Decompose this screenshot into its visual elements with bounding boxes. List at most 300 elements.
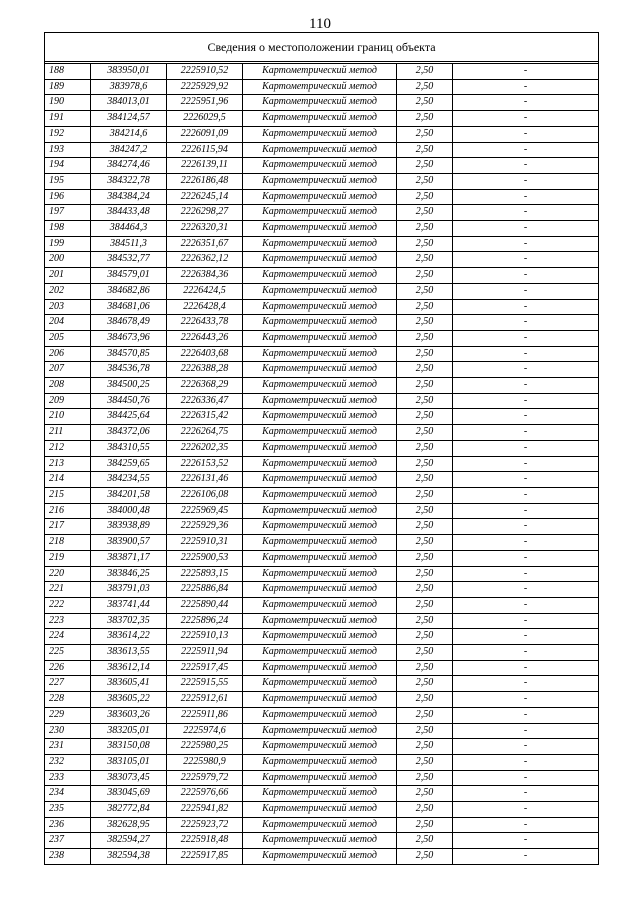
point-number-cell: 211 [45, 425, 91, 441]
description-cell: - [453, 393, 599, 409]
table-row [45, 283, 599, 299]
x-coordinate-cell: 384673,96 [91, 330, 167, 346]
table-row [45, 79, 599, 95]
point-number-cell: 203 [45, 299, 91, 315]
x-coordinate-cell: 384464,3 [91, 221, 167, 237]
method-cell: Картометрический метод [243, 142, 397, 158]
description-cell: - [453, 142, 599, 158]
method-cell: Картометрический метод [243, 645, 397, 661]
accuracy-cell: 2,50 [397, 692, 453, 708]
method-cell: Картометрический метод [243, 849, 397, 865]
table-row [45, 440, 599, 456]
table-row [45, 566, 599, 582]
y-coordinate-cell: 2226368,29 [167, 378, 243, 394]
accuracy-cell: 2,50 [397, 393, 453, 409]
y-coordinate-cell: 2226388,28 [167, 362, 243, 378]
x-coordinate-cell: 384681,06 [91, 299, 167, 315]
x-coordinate-cell: 383045,69 [91, 786, 167, 802]
x-coordinate-cell: 384247,2 [91, 142, 167, 158]
point-number-cell: 190 [45, 95, 91, 111]
description-cell: - [453, 817, 599, 833]
description-cell: - [453, 629, 599, 645]
description-cell: - [453, 707, 599, 723]
y-coordinate-cell: 2226443,26 [167, 330, 243, 346]
point-number-cell: 235 [45, 802, 91, 818]
description-cell: - [453, 472, 599, 488]
method-cell: Картометрический метод [243, 189, 397, 205]
method-cell: Картометрический метод [243, 629, 397, 645]
y-coordinate-cell: 2225915,55 [167, 676, 243, 692]
point-number-cell: 228 [45, 692, 91, 708]
method-cell: Картометрический метод [243, 613, 397, 629]
y-coordinate-cell: 2225893,15 [167, 566, 243, 582]
y-coordinate-cell: 2225910,13 [167, 629, 243, 645]
x-coordinate-cell: 383150,08 [91, 739, 167, 755]
y-coordinate-cell: 2226351,67 [167, 236, 243, 252]
x-coordinate-cell: 384678,49 [91, 315, 167, 331]
y-coordinate-cell: 2225969,45 [167, 503, 243, 519]
method-cell: Картометрический метод [243, 158, 397, 174]
point-number-cell: 236 [45, 817, 91, 833]
accuracy-cell: 2,50 [397, 346, 453, 362]
point-number-cell: 234 [45, 786, 91, 802]
accuracy-cell: 2,50 [397, 221, 453, 237]
boundary-points-table [44, 32, 599, 865]
description-cell: - [453, 440, 599, 456]
y-coordinate-cell: 2225910,31 [167, 535, 243, 551]
y-coordinate-cell: 2226433,78 [167, 315, 243, 331]
method-cell: Картометрический метод [243, 315, 397, 331]
accuracy-cell: 2,50 [397, 582, 453, 598]
point-number-cell: 198 [45, 221, 91, 237]
table-row [45, 64, 599, 80]
point-number-cell: 208 [45, 378, 91, 394]
y-coordinate-cell: 2226315,42 [167, 409, 243, 425]
table-row [45, 535, 599, 551]
x-coordinate-cell: 383900,57 [91, 535, 167, 551]
method-cell: Картометрический метод [243, 378, 397, 394]
x-coordinate-cell: 384532,77 [91, 252, 167, 268]
y-coordinate-cell: 2226298,27 [167, 205, 243, 221]
table-row [45, 660, 599, 676]
description-cell: - [453, 535, 599, 551]
point-number-cell: 188 [45, 64, 91, 80]
point-number-cell: 220 [45, 566, 91, 582]
method-cell: Картометрический метод [243, 676, 397, 692]
description-cell: - [453, 315, 599, 331]
method-cell: Картометрический метод [243, 409, 397, 425]
accuracy-cell: 2,50 [397, 739, 453, 755]
table-row [45, 346, 599, 362]
table-row [45, 692, 599, 708]
accuracy-cell: 2,50 [397, 126, 453, 142]
y-coordinate-cell: 2225929,36 [167, 519, 243, 535]
table-row [45, 519, 599, 535]
table-row [45, 189, 599, 205]
y-coordinate-cell: 2226186,48 [167, 173, 243, 189]
point-number-cell: 230 [45, 723, 91, 739]
accuracy-cell: 2,50 [397, 676, 453, 692]
table-row [45, 849, 599, 865]
table-row [45, 723, 599, 739]
x-coordinate-cell: 384000,48 [91, 503, 167, 519]
description-cell: - [453, 362, 599, 378]
description-cell: - [453, 205, 599, 221]
description-cell: - [453, 221, 599, 237]
description-cell: - [453, 79, 599, 95]
table-row [45, 707, 599, 723]
method-cell: Картометрический метод [243, 582, 397, 598]
y-coordinate-cell: 2226428,4 [167, 299, 243, 315]
accuracy-cell: 2,50 [397, 786, 453, 802]
accuracy-cell: 2,50 [397, 236, 453, 252]
description-cell: - [453, 676, 599, 692]
y-coordinate-cell: 2225886,84 [167, 582, 243, 598]
description-cell: - [453, 189, 599, 205]
x-coordinate-cell: 383614,22 [91, 629, 167, 645]
x-coordinate-cell: 384433,48 [91, 205, 167, 221]
table-row [45, 425, 599, 441]
method-cell: Картометрический метод [243, 173, 397, 189]
table-row [45, 252, 599, 268]
accuracy-cell: 2,50 [397, 519, 453, 535]
point-number-cell: 193 [45, 142, 91, 158]
description-cell: - [453, 330, 599, 346]
point-number-cell: 200 [45, 252, 91, 268]
table-row [45, 817, 599, 833]
table-title: Сведения о местоположении границ объекта [45, 33, 599, 62]
x-coordinate-cell: 383205,01 [91, 723, 167, 739]
description-cell: - [453, 487, 599, 503]
accuracy-cell: 2,50 [397, 707, 453, 723]
x-coordinate-cell: 383605,22 [91, 692, 167, 708]
description-cell: - [453, 723, 599, 739]
accuracy-cell: 2,50 [397, 613, 453, 629]
y-coordinate-cell: 2225912,61 [167, 692, 243, 708]
table-row [45, 754, 599, 770]
accuracy-cell: 2,50 [397, 95, 453, 111]
y-coordinate-cell: 2225911,86 [167, 707, 243, 723]
method-cell: Картометрический метод [243, 64, 397, 80]
x-coordinate-cell: 384124,57 [91, 111, 167, 127]
point-number-cell: 210 [45, 409, 91, 425]
x-coordinate-cell: 384570,85 [91, 346, 167, 362]
table-row [45, 158, 599, 174]
y-coordinate-cell: 2226139,11 [167, 158, 243, 174]
y-coordinate-cell: 2226424,5 [167, 283, 243, 299]
table-row [45, 582, 599, 598]
table-row [45, 629, 599, 645]
y-coordinate-cell: 2226403,68 [167, 346, 243, 362]
method-cell: Картометрический метод [243, 770, 397, 786]
table-row [45, 770, 599, 786]
table-row [45, 362, 599, 378]
y-coordinate-cell: 2225890,44 [167, 597, 243, 613]
description-cell: - [453, 754, 599, 770]
method-cell: Картометрический метод [243, 95, 397, 111]
y-coordinate-cell: 2225979,72 [167, 770, 243, 786]
point-number-cell: 212 [45, 440, 91, 456]
method-cell: Картометрический метод [243, 723, 397, 739]
point-number-cell: 201 [45, 268, 91, 284]
y-coordinate-cell: 2225980,9 [167, 754, 243, 770]
accuracy-cell: 2,50 [397, 425, 453, 441]
x-coordinate-cell: 384682,86 [91, 283, 167, 299]
x-coordinate-cell: 384013,01 [91, 95, 167, 111]
table-row [45, 487, 599, 503]
point-number-cell: 192 [45, 126, 91, 142]
accuracy-cell: 2,50 [397, 299, 453, 315]
table-row [45, 786, 599, 802]
y-coordinate-cell: 2225941,82 [167, 802, 243, 818]
x-coordinate-cell: 383613,55 [91, 645, 167, 661]
point-number-cell: 232 [45, 754, 91, 770]
accuracy-cell: 2,50 [397, 205, 453, 221]
accuracy-cell: 2,50 [397, 189, 453, 205]
y-coordinate-cell: 2226106,08 [167, 487, 243, 503]
x-coordinate-cell: 384201,58 [91, 487, 167, 503]
method-cell: Картометрический метод [243, 707, 397, 723]
table-row [45, 126, 599, 142]
description-cell: - [453, 158, 599, 174]
accuracy-cell: 2,50 [397, 173, 453, 189]
table-row [45, 378, 599, 394]
y-coordinate-cell: 2225910,52 [167, 64, 243, 80]
accuracy-cell: 2,50 [397, 833, 453, 849]
description-cell: - [453, 550, 599, 566]
y-coordinate-cell: 2225951,96 [167, 95, 243, 111]
table-row [45, 173, 599, 189]
x-coordinate-cell: 383871,17 [91, 550, 167, 566]
point-number-cell: 197 [45, 205, 91, 221]
table-row [45, 299, 599, 315]
method-cell: Картометрический метод [243, 503, 397, 519]
x-coordinate-cell: 384310,55 [91, 440, 167, 456]
x-coordinate-cell: 383791,03 [91, 582, 167, 598]
y-coordinate-cell: 2226336,47 [167, 393, 243, 409]
point-number-cell: 213 [45, 456, 91, 472]
x-coordinate-cell: 384322,78 [91, 173, 167, 189]
method-cell: Картометрический метод [243, 236, 397, 252]
accuracy-cell: 2,50 [397, 645, 453, 661]
method-cell: Картометрический метод [243, 252, 397, 268]
accuracy-cell: 2,50 [397, 472, 453, 488]
x-coordinate-cell: 384384,24 [91, 189, 167, 205]
y-coordinate-cell: 2226115,94 [167, 142, 243, 158]
table-row [45, 111, 599, 127]
table-row [45, 142, 599, 158]
method-cell: Картометрический метод [243, 440, 397, 456]
x-coordinate-cell: 382772,84 [91, 802, 167, 818]
point-number-cell: 214 [45, 472, 91, 488]
point-number-cell: 215 [45, 487, 91, 503]
page-number: 110 [309, 16, 331, 32]
y-coordinate-cell: 2226264,75 [167, 425, 243, 441]
table-row [45, 315, 599, 331]
point-number-cell: 199 [45, 236, 91, 252]
point-number-cell: 204 [45, 315, 91, 331]
accuracy-cell: 2,50 [397, 550, 453, 566]
table-row [45, 802, 599, 818]
y-coordinate-cell: 2226384,36 [167, 268, 243, 284]
method-cell: Картометрический метод [243, 754, 397, 770]
x-coordinate-cell: 384259,65 [91, 456, 167, 472]
x-coordinate-cell: 383702,35 [91, 613, 167, 629]
y-coordinate-cell: 2225918,48 [167, 833, 243, 849]
x-coordinate-cell: 382628,95 [91, 817, 167, 833]
description-cell: - [453, 519, 599, 535]
y-coordinate-cell: 2225923,72 [167, 817, 243, 833]
x-coordinate-cell: 384579,01 [91, 268, 167, 284]
x-coordinate-cell: 383612,14 [91, 660, 167, 676]
x-coordinate-cell: 384425,64 [91, 409, 167, 425]
description-cell: - [453, 802, 599, 818]
method-cell: Картометрический метод [243, 660, 397, 676]
table-row [45, 645, 599, 661]
description-cell: - [453, 566, 599, 582]
table-row [45, 330, 599, 346]
y-coordinate-cell: 2226153,52 [167, 456, 243, 472]
accuracy-cell: 2,50 [397, 770, 453, 786]
method-cell: Картометрический метод [243, 566, 397, 582]
y-coordinate-cell: 2226362,12 [167, 252, 243, 268]
accuracy-cell: 2,50 [397, 79, 453, 95]
point-number-cell: 205 [45, 330, 91, 346]
description-cell: - [453, 299, 599, 315]
accuracy-cell: 2,50 [397, 535, 453, 551]
method-cell: Картометрический метод [243, 550, 397, 566]
point-number-cell: 216 [45, 503, 91, 519]
x-coordinate-cell: 383605,41 [91, 676, 167, 692]
x-coordinate-cell: 384372,06 [91, 425, 167, 441]
accuracy-cell: 2,50 [397, 723, 453, 739]
x-coordinate-cell: 383603,26 [91, 707, 167, 723]
description-cell: - [453, 645, 599, 661]
x-coordinate-cell: 383978,6 [91, 79, 167, 95]
description-cell: - [453, 456, 599, 472]
description-cell: - [453, 409, 599, 425]
accuracy-cell: 2,50 [397, 315, 453, 331]
point-number-cell: 209 [45, 393, 91, 409]
table-row [45, 236, 599, 252]
x-coordinate-cell: 382594,38 [91, 849, 167, 865]
method-cell: Картометрический метод [243, 299, 397, 315]
method-cell: Картометрический метод [243, 519, 397, 535]
description-cell: - [453, 425, 599, 441]
method-cell: Картометрический метод [243, 330, 397, 346]
method-cell: Картометрический метод [243, 739, 397, 755]
accuracy-cell: 2,50 [397, 362, 453, 378]
x-coordinate-cell: 383073,45 [91, 770, 167, 786]
point-number-cell: 195 [45, 173, 91, 189]
description-cell: - [453, 613, 599, 629]
method-cell: Картометрический метод [243, 393, 397, 409]
method-cell: Картометрический метод [243, 126, 397, 142]
accuracy-cell: 2,50 [397, 849, 453, 865]
x-coordinate-cell: 383846,25 [91, 566, 167, 582]
method-cell: Картометрический метод [243, 283, 397, 299]
description-cell: - [453, 739, 599, 755]
description-cell: - [453, 346, 599, 362]
y-coordinate-cell: 2226131,46 [167, 472, 243, 488]
point-number-cell: 191 [45, 111, 91, 127]
x-coordinate-cell: 383741,44 [91, 597, 167, 613]
method-cell: Картометрический метод [243, 79, 397, 95]
method-cell: Картометрический метод [243, 535, 397, 551]
y-coordinate-cell: 2226202,35 [167, 440, 243, 456]
table-row [45, 393, 599, 409]
method-cell: Картометрический метод [243, 802, 397, 818]
description-cell: - [453, 503, 599, 519]
y-coordinate-cell: 2225976,66 [167, 786, 243, 802]
point-number-cell: 207 [45, 362, 91, 378]
point-number-cell: 196 [45, 189, 91, 205]
point-number-cell: 206 [45, 346, 91, 362]
table-row [45, 503, 599, 519]
point-number-cell: 229 [45, 707, 91, 723]
method-cell: Картометрический метод [243, 346, 397, 362]
x-coordinate-cell: 384214,6 [91, 126, 167, 142]
description-cell: - [453, 660, 599, 676]
table-row [45, 95, 599, 111]
accuracy-cell: 2,50 [397, 629, 453, 645]
x-coordinate-cell: 384511,3 [91, 236, 167, 252]
point-number-cell: 225 [45, 645, 91, 661]
point-number-cell: 237 [45, 833, 91, 849]
description-cell: - [453, 283, 599, 299]
accuracy-cell: 2,50 [397, 64, 453, 80]
method-cell: Картометрический метод [243, 221, 397, 237]
table-title-row [45, 33, 599, 62]
point-number-cell: 233 [45, 770, 91, 786]
accuracy-cell: 2,50 [397, 283, 453, 299]
y-coordinate-cell: 2226091,09 [167, 126, 243, 142]
x-coordinate-cell: 384536,78 [91, 362, 167, 378]
table-row [45, 833, 599, 849]
method-cell: Картометрический метод [243, 425, 397, 441]
description-cell: - [453, 111, 599, 127]
accuracy-cell: 2,50 [397, 660, 453, 676]
accuracy-cell: 2,50 [397, 754, 453, 770]
point-number-cell: 217 [45, 519, 91, 535]
x-coordinate-cell: 384234,55 [91, 472, 167, 488]
y-coordinate-cell: 2225896,24 [167, 613, 243, 629]
table-row [45, 205, 599, 221]
table-row [45, 739, 599, 755]
accuracy-cell: 2,50 [397, 252, 453, 268]
description-cell: - [453, 597, 599, 613]
point-number-cell: 226 [45, 660, 91, 676]
accuracy-cell: 2,50 [397, 503, 453, 519]
point-number-cell: 194 [45, 158, 91, 174]
accuracy-cell: 2,50 [397, 487, 453, 503]
accuracy-cell: 2,50 [397, 158, 453, 174]
x-coordinate-cell: 384500,25 [91, 378, 167, 394]
y-coordinate-cell: 2225917,85 [167, 849, 243, 865]
description-cell: - [453, 95, 599, 111]
method-cell: Картометрический метод [243, 692, 397, 708]
point-number-cell: 238 [45, 849, 91, 865]
table-row [45, 676, 599, 692]
accuracy-cell: 2,50 [397, 566, 453, 582]
accuracy-cell: 2,50 [397, 409, 453, 425]
method-cell: Картометрический метод [243, 268, 397, 284]
description-cell: - [453, 833, 599, 849]
x-coordinate-cell: 383938,89 [91, 519, 167, 535]
description-cell: - [453, 849, 599, 865]
x-coordinate-cell: 382594,27 [91, 833, 167, 849]
y-coordinate-cell: 2225974,6 [167, 723, 243, 739]
